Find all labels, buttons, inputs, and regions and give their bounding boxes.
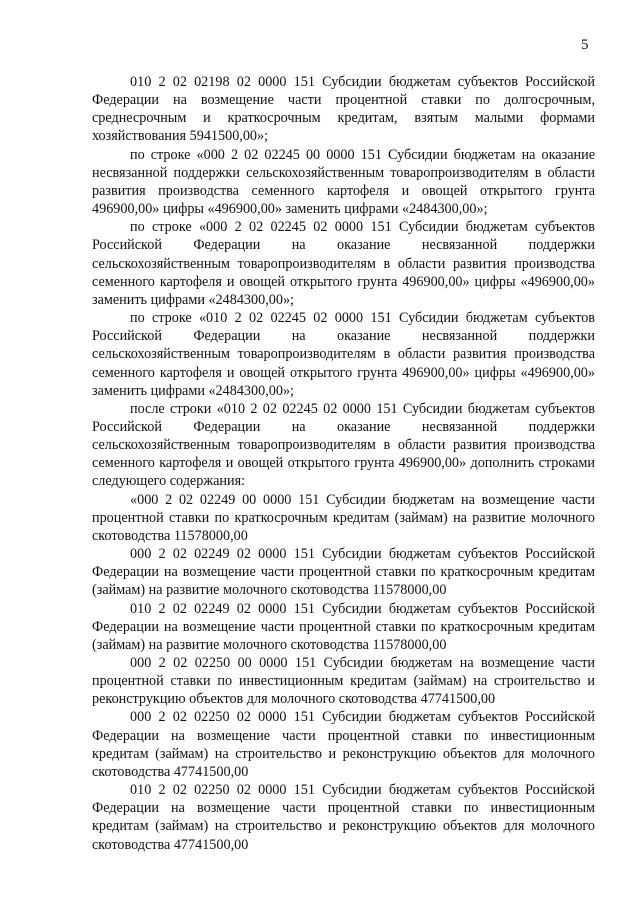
paragraph: 010 2 02 02198 02 0000 151 Субсидии бюджетам субъектов Российской Федерации на возмещение части процентной ставки по долгосрочным, среднесрочным и краткосрочным кредитам, взятым малыми формами хозяйствования 5941500,00»; (92, 74, 595, 145)
paragraph: 000 2 02 02249 02 0000 151 Субсидии бюджетам субъектов Российской Федерации на возмещение части процентной ставки по краткосрочным кредитам (займам) на развитие молочного скотоводства 11578000,00 (92, 546, 595, 599)
page-number: 5 (581, 37, 589, 53)
paragraph: 010 2 02 02249 02 0000 151 Субсидии бюджетам субъектов Российской Федерации на возмещение части процентной ставки по краткосрочным кредитам (займам) на развитие молочного скотоводства 11578000,00 (92, 600, 595, 653)
paragraph: 010 2 02 02250 02 0000 151 Субсидии бюджетам субъектов Российской Федерации на возмещение части процентной ставки по инвестиционным кредитам (займам) на строительство и реконструкцию объектов для молочного скотоводства 47741500,00 (92, 782, 595, 853)
paragraph: 000 2 02 02250 00 0000 151 Субсидии бюджетам на возмещение части процентной ставки по инвестиционным кредитам (займам) на строительство и реконструкцию объектов для молочного скотоводства 47741500,00 (92, 655, 595, 708)
paragraph: по строке «000 2 02 02245 00 0000 151 Субсидии бюджетам на оказание несвязанной поддержки сельскохозяйственным товаропроизводителям в области развития производства семенного картофеля и овощей открытого грунта 496900,00» цифры «496900,00» заменить цифрами «2484300,00»; (92, 146, 595, 218)
paragraph: «000 2 02 02249 00 0000 151 Субсидии бюджетам на возмещение части процентной ставки по краткосрочным кредитам (займам) на развитие молочного скотоводства 11578000,00 (92, 491, 595, 544)
paragraph: по строке «000 2 02 02245 02 0000 151 Субсидии бюджетам субъектов Российской Федерации на оказание несвязанной поддержки сельскохозяйственным товаропроизводителям в области развития производства семенного картофеля и овощей открытого грунта 496900,00» цифры «496900,00» заменить цифрами «2484300,00»; (92, 219, 595, 308)
paragraph: 000 2 02 02250 02 0000 151 Субсидии бюджетам субъектов Российской Федерации на возмещение части процентной ставки по инвестиционным кредитам (займам) на строительство и реконструкцию объектов для молочного скотоводства 47741500,00 (92, 709, 595, 780)
paragraph: по строке «010 2 02 02245 02 0000 151 Субсидии бюджетам субъектов Российской Федерации на оказание несвязанной поддержки сельскохозяйственным товаропроизводителям в области развития производства семенного картофеля и овощей открытого грунта 496900,00» цифры «496900,00» заменить цифрами «2484300,00»; (92, 310, 595, 399)
document-body (92, 73, 595, 854)
paragraph: после строки «010 2 02 02245 02 0000 151 Субсидии бюджетам субъектов Российской Федерации на оказание несвязанной поддержки сельскохозяйственным товаропроизводителям в области развития производства семенного картофеля и овощей открытого грунта 496900,00» дополнить строками следующего содержания: (92, 400, 595, 490)
